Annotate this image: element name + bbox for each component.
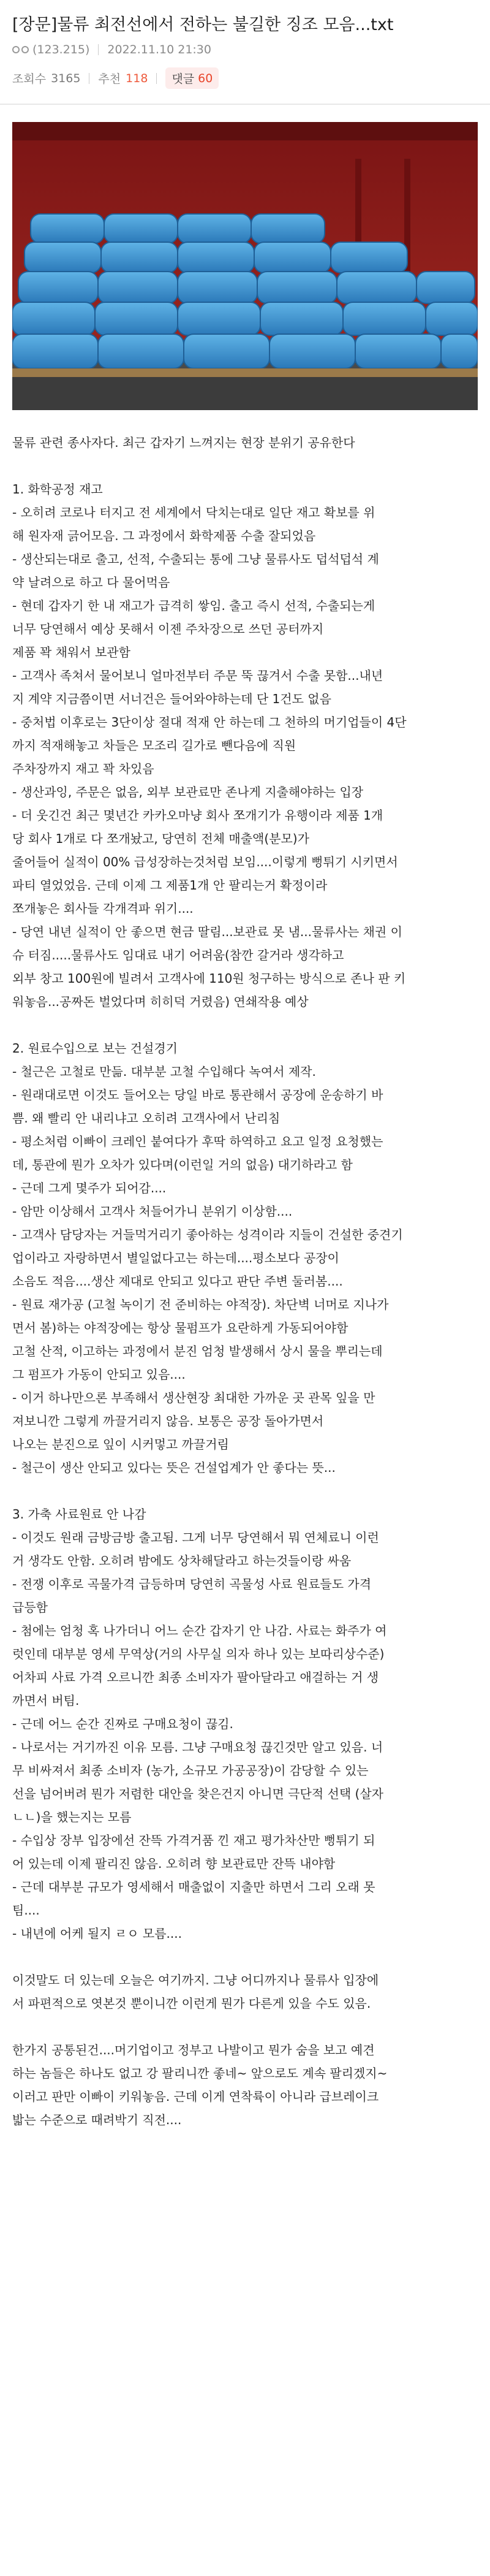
views-count: 3165: [51, 71, 81, 85]
body-line: 어차피 사료 가격 오르니깐 최종 소비자가 팔아달라고 애걸하는 거 생: [12, 1670, 379, 1685]
body-line: 너무 당연해서 예상 못해서 이젠 주차장으로 쓰던 공터까지: [12, 622, 324, 636]
body-line: - 첨에는 엄청 혹 나가더니 어느 순간 갑자기 안 나감. 사료는 화주가 여: [12, 1623, 387, 1638]
body-line: - 중처법 이후로는 3단이상 절대 적재 안 하는데 그 천하의 머기업들이 4단: [12, 715, 407, 730]
body-line: - 원료 재가공 (고철 녹이기 전 준비하는 야적장). 차단벽 너머로 지나가: [12, 1297, 389, 1312]
blue-sacks-photo-icon: [12, 122, 478, 410]
body-line: 이것말도 더 있는데 오늘은 여기까지. 그냥 어디까지나 물류사 입장에: [12, 1973, 379, 1987]
post-stats: [0, 56, 490, 89]
body-line: 워놓음...공짜돈 벌었다며 히히덕 거렸음) 연쇄작용 예상: [12, 994, 309, 1009]
body-line: 줄어들어 실적이 00% 급성장하는것처럼 보임....이렇게 뻥튀기 시키면서: [12, 855, 398, 869]
body-line: 소음도 적음....생산 제대로 안되고 있다고 판단 주변 둘러봄....: [12, 1274, 343, 1289]
body-line: - 현데 갑자기 한 내 재고가 급격히 쌓임. 출고 즉시 선적, 수출되는게: [12, 598, 375, 613]
body-line: 까지 적재해놓고 차들은 모조리 길가로 뺀다음에 직원: [12, 738, 296, 753]
blank-line: [12, 454, 478, 478]
body-line: 제품 꽉 채워서 보관함: [12, 645, 130, 660]
body-line: - 근데 그게 몇주가 되어감....: [12, 1181, 167, 1195]
body-line: - 고객사 족쳐서 물어보니 얼마전부터 주문 뚝 끊겨서 수출 못함...내년: [12, 668, 383, 683]
author-ip[interactable]: (123.215): [32, 43, 90, 56]
body-line: 3. 가축 사료원료 안 나감: [12, 1507, 146, 1522]
body-line: 하는 놈들은 하나도 없고 강 팔리니깐 좋네~ 앞으로도 계속 팔리겠지~: [12, 2066, 388, 2081]
post-meta: [12, 43, 478, 56]
likes-count: 118: [126, 71, 148, 85]
body-line: - 당연 내년 실적이 안 좋으면 현금 딸림...보관료 못 냄...물류사는 채권 이: [12, 924, 402, 939]
body-line: 급등함: [12, 1600, 48, 1615]
body-line: 그 펌프가 가동이 안되고 있음....: [12, 1367, 186, 1382]
body-line: 한가지 공통된건....머기업이고 정부고 나발이고 뭔가 숨을 보고 예견: [12, 2043, 375, 2057]
body-line: - 고객사 담당자는 거들먹거리기 좋아하는 성격이라 지들이 건설한 중견기: [12, 1227, 403, 1242]
blank-line: [12, 1945, 478, 1968]
blank-line: [12, 1479, 478, 1503]
body-line: 팀....: [12, 1903, 40, 1918]
body-line: 어 있는데 이제 팔리진 않음. 오히려 향 보관료만 잔뜩 내야함: [12, 1856, 336, 1871]
body-line: ㄴㄴ)을 했는지는 모름: [12, 1810, 132, 1824]
body-line: - 암만 이상해서 고객사 처들어가니 분위기 이상함....: [12, 1204, 293, 1219]
body-line: - 이거 하나만으론 부족해서 생산현장 최대한 가까운 곳 관목 잎을 만: [12, 1390, 375, 1405]
body-line: - 오히려 코로나 터지고 전 세계에서 닥치는대로 일단 재고 확보를 위: [12, 505, 375, 520]
body-line: 2. 원료수입으로 보는 건설경기: [12, 1041, 178, 1056]
post-image[interactable]: [12, 122, 478, 410]
body-line: - 근데 대부분 규모가 영세해서 매출없이 지출만 하면서 그리 오래 못: [12, 1880, 375, 1894]
post-title: [장문]물류 최전선에서 전하는 불길한 징조 모음...txt: [12, 15, 394, 34]
body-line: 1. 화학공정 재고: [12, 482, 103, 497]
body-line: 서 파편적으로 엿본것 뿐이니깐 이런게 뭔가 다른게 있을 수도 있음.: [12, 1996, 371, 2011]
comments-count: 60: [198, 71, 213, 85]
body-line: 나오는 분진으로 잎이 시커멓고 까끌거림: [12, 1437, 229, 1452]
body-line: - 철근이 생산 안되고 있다는 뜻은 건설업계가 안 좋다는 뜻...: [12, 1460, 336, 1475]
body-line: 약 날려으로 하고 다 물어먹음: [12, 575, 170, 590]
body-line: 무 비싸져서 최종 소비자 (농가, 소규모 가공공장)이 감당할 수 있는: [12, 1763, 369, 1778]
likes-label: 추천: [98, 72, 121, 86]
body-line: 파티 열었었음. 근데 이제 그 제품1개 안 팔리는거 확정이라: [12, 878, 328, 893]
body-line: 외부 창고 100원에 빌려서 고객사에 110원 청구하는 방식으로 존나 판 키: [12, 971, 406, 986]
body-line: 해 원자재 긁어모음. 그 과정에서 화학제품 수출 잘되었음: [12, 528, 316, 543]
body-line: - 전쟁 이후로 곡물가격 급등하며 당연히 곡물성 사료 원료들도 가격: [12, 1577, 372, 1591]
post-header: [0, 0, 490, 56]
blank-line: [12, 1013, 478, 1037]
header-divider: [0, 104, 490, 105]
body-line: 데, 통관에 뭔가 오차가 있다며(이런일 거의 없음) 대기하라고 함: [12, 1157, 353, 1172]
body-line: 면서 봄)하는 야적장에는 항상 물펌프가 요란하게 가동되어야함: [12, 1320, 349, 1335]
body-line: - 원래대로면 이것도 들어오는 당일 바로 통관해서 공장에 운송하기 바: [12, 1088, 383, 1102]
body-line: - 생산되는대로 출고, 선적, 수출되는 통에 그냥 물류사도 덥석덥석 계: [12, 552, 379, 566]
body-line: - 철근은 고철로 만듦. 대부분 고철 수입해다 녹여서 제작.: [12, 1064, 316, 1079]
body-line: - 내년에 어케 될지 ㄹㅇ 모름....: [12, 1926, 182, 1941]
body-line: - 더 웃긴건 최근 몇년간 카카오마냥 회사 쪼개기가 유행이라 제품 1개: [12, 808, 383, 823]
comments-label: 댓글: [172, 72, 195, 86]
post-body: [0, 410, 490, 2132]
body-line: - 생산과잉, 주문은 없음, 외부 보관료만 존나게 지출해야하는 입장: [12, 785, 364, 799]
body-line: 업이라고 자랑하면서 별일없다고는 하는데....평소보다 공장이: [12, 1251, 339, 1265]
body-line: 까면서 버팀.: [12, 1693, 80, 1708]
body-line: 쁨. 왜 빨리 안 내리냐고 오히려 고객사에서 난리침: [12, 1111, 281, 1126]
body-line: 선을 넘어버려 뭔가 저렴한 대안을 찾은건지 아니면 극단적 선택 (살자: [12, 1786, 383, 1801]
body-line: 져보니깐 그렇게 까끌거리지 않음. 보통은 공장 돌아가면서: [12, 1414, 324, 1428]
body-line: - 나로서는 거기까진 이유 모름. 그냥 구매요청 끊긴것만 알고 있음. 너: [12, 1740, 383, 1755]
body-line: - 평소처럼 이빠이 크레인 붙여다가 후딱 하역하고 요고 일정 요청했는: [12, 1134, 383, 1149]
body-line: 이러고 판만 이빠이 키워놓음. 근데 이게 연착륙이 아니라 급브레이크: [12, 2089, 379, 2104]
body-line: - 근데 어느 순간 진짜로 구매요청이 끊김.: [12, 1717, 233, 1731]
blank-line: [12, 2015, 478, 2038]
user-icon: [12, 46, 29, 53]
body-line: 당 회사 1개로 다 쪼개놨고, 당연히 전체 매출액(분모)가: [12, 831, 309, 846]
body-line: 주차장까지 재고 꽉 차있음: [12, 761, 154, 776]
body-line: 럿인데 대부분 영세 무역상(거의 사무실 의자 하나 있는 보따리상수준): [12, 1647, 385, 1661]
body-line: 슈 터짐.....물류사도 임대료 내기 어려움(참깐 갈거라 생각하고: [12, 948, 344, 962]
body-line: - 수입상 장부 입장에선 잔뜩 가격거품 낀 재고 평가차산만 뻥튀기 되: [12, 1833, 375, 1848]
body-line: 지 계약 지금쯤이면 서너건은 들어와야하는데 단 1건도 없음: [12, 692, 331, 706]
body-line: 물류 관련 종사자다. 최근 갑자기 느껴지는 현장 분위기 공유한다: [12, 435, 355, 450]
post-date: 2022.11.10 21:30: [107, 43, 211, 56]
body-line: 거 생각도 안함. 오히려 밤에도 상차해달라고 하는것들이랑 싸움: [12, 1553, 352, 1568]
body-line: 밟는 수준으로 때려박기 직전....: [12, 2113, 182, 2127]
body-line: 쪼개놓은 회사들 각개격파 위기....: [12, 901, 194, 916]
body-line: 고철 산적, 이고하는 과정에서 분진 엄청 발생해서 상시 물을 뿌리는데: [12, 1344, 383, 1358]
views-label: 조회수: [12, 72, 47, 86]
comments-button[interactable]: [165, 67, 219, 89]
body-line: - 이것도 원래 금방금방 출고됨. 그게 너무 당연해서 뭐 연체료니 이런: [12, 1530, 379, 1545]
